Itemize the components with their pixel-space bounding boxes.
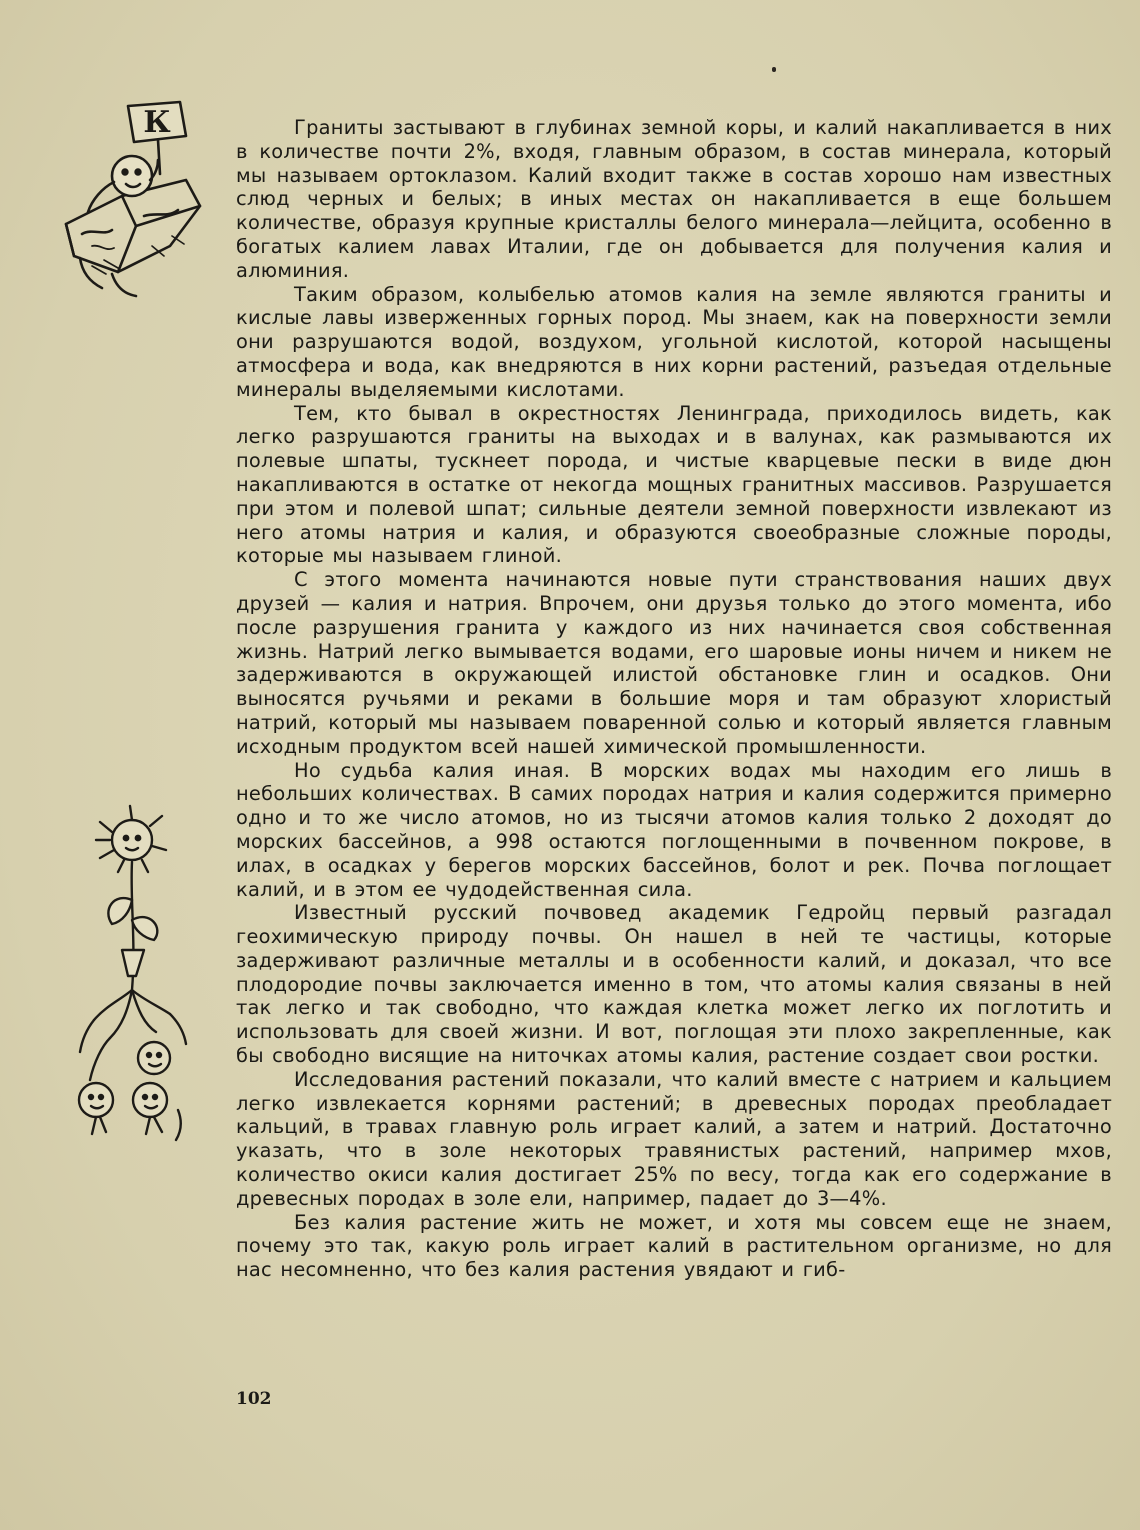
paragraph: Без калия растение жить не может, и хотя мы совсем еще не знаем, почему это так, какую роль играет калий в растительном организме, но для нас несомненно, что без калия растения увядают и гиб- (236, 1210, 1112, 1282)
main-text (236, 116, 1112, 1282)
paragraph: Но судьба калия иная. В морских водах мы находим его лишь в небольших количествах. В самих породах натрия и калия содержится примерно одно и то же число атомов, но из тысячи атомов калия только 2 доходят до морских бассейнов, а 998 остаются поглощенными в почвенном покрове, в илах, в осадках у берегов морских бассейнов, болот и рек. Почва поглощает калий, и в этом ее чудодейственная сила. (236, 758, 1112, 901)
paragraph: Таким образом, колыбелью атомов калия на земле являются граниты и кислые лавы изверженных горных пород. Мы знаем, как на поверхности земли они разрушаются водой, воздухом, угольной кислотой, которой насыщены атмосфера и вода, как внедряются в них корни растений, разъедая отдельные минералы выделяемыми кислотами. (236, 282, 1112, 401)
print-speck (772, 67, 776, 72)
plant-roots-illustration (66, 800, 206, 1145)
paragraph: С этого момента начинаются новые пути странствования наших двух друзей — калия и натрия. Впрочем, они друзья только до этого момента, ибо после разрушения гранита у каждого из них начинается своя собственная жизнь. Натрий легко вымывается водами, его шаровые ионы ничем и никем не задерживаются в окружающей илистой обстановке глин и осадков. Они выносятся ручьями и реками в большие моря и там образуют хлористый натрий, который мы называем поваренной солью и который является главным исходным продуктом всей нашей химической промышленности. (236, 568, 1112, 758)
page-number: 102 (236, 1389, 272, 1409)
sign-letter: К (143, 105, 171, 140)
paragraph: Граниты застывают в глубинах земной коры, и калий накапливается в них в количестве почти 2%, входя, главным образом, в состав минерала, который мы называем ортоклазом. Калий входит также в состав хорошо нам известных слюд черных и белых; в иных местах он накапливается в еще большем количестве, образуя крупные кристаллы белого минерала—лейцита, особенно в богатых калием лавах Италии, где он добывается для получения калия и алюминия. (236, 116, 1112, 282)
paragraph: Тем, кто бывал в окрестностях Ленинграда, приходилось видеть, как легко разрушаются граниты на выходах и в валунах, как размываются их полевые шпаты, тускнеет порода, и чистые кварцевые пески в виде дюн накапливаются в остатке от некогда мощных гранитных массивов. Разрушается при этом и полевой шпат; сильные деятели земной поверхности извлекают из него атомы натрия и калия, и образуются своеобразные сложные породы, которые мы называем глиной. (236, 401, 1112, 568)
paragraph: Исследования растений показали, что калий вместе с натрием и кальцием легко извлекается корнями растений; в древесных породах преобладает кальций, в травах главную роль играет калий, а затем и натрий. Достаточно указать, что в золе некоторых травянистых растений, например мхов, количество окиси калия достигает 25% по весу, тогда как его содержание в древесных породах в золе ели, например, падает до 3—4%. (236, 1067, 1112, 1210)
paragraph: Известный русский почвовед академик Гедройц первый разгадал геохимическую природу почвы. Он нашел в ней те частицы, которые задерживают различные металлы и в особенности калий, и доказал, что все плодородие почвы заключается именно в том, что атомы калия связаны в ней так легко и так свободно, что каждая клетка может легко их поглотить и использовать для своей жизни. И вот, поглощая эти плохо закрепленные, как бы свободно висящие на ниточках атомы калия, растение создает свои ростки. (236, 901, 1112, 1068)
potassium-stone-illustration (52, 96, 212, 301)
